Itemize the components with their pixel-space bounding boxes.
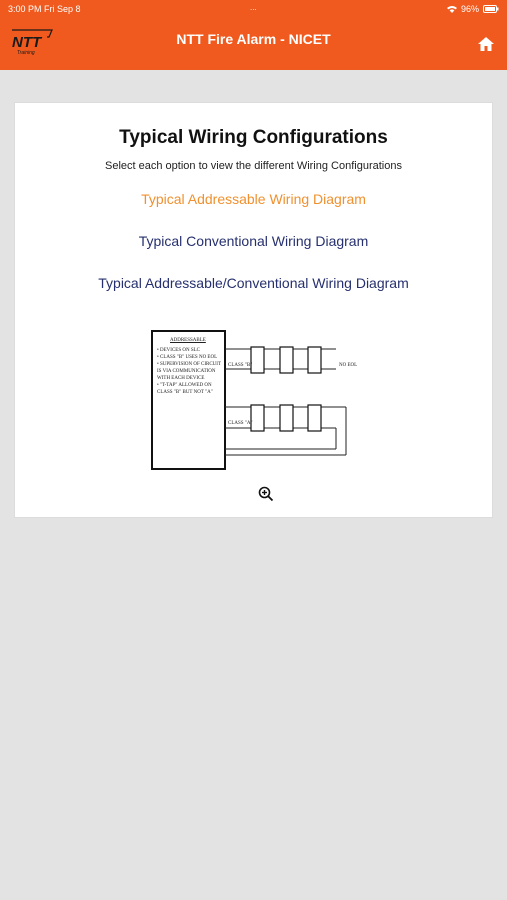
diagram-bullet: • CLASS "B" USES NO EOL bbox=[157, 355, 218, 360]
battery-icon bbox=[483, 5, 499, 13]
zoom-in-icon[interactable] bbox=[258, 486, 274, 502]
battery-percent: 96% bbox=[460, 4, 479, 14]
wiring-diagram-image[interactable] bbox=[148, 327, 368, 473]
no-eol-label: NO EOL bbox=[339, 363, 358, 368]
diagram-bullet: • SUPERVISION OF CIRCUIT bbox=[157, 362, 221, 367]
page-title: NTT Fire Alarm - NICET bbox=[176, 31, 331, 47]
option-addressable-diagram[interactable]: Typical Addressable Wiring Diagram bbox=[141, 191, 366, 207]
card-title: Typical Wiring Configurations bbox=[119, 127, 388, 148]
logo-text: NTT bbox=[12, 34, 42, 51]
home-icon[interactable] bbox=[477, 35, 495, 53]
status-right bbox=[447, 4, 499, 14]
card-subtitle: Select each option to view the different Wiring Configurations bbox=[105, 160, 402, 172]
status-center-dots: ... bbox=[250, 3, 257, 12]
diagram-bullet: • "T-TAP" ALLOWED ON bbox=[157, 383, 212, 388]
option-conventional-diagram[interactable]: Typical Conventional Wiring Diagram bbox=[138, 233, 369, 249]
class-b-label: CLASS "B" bbox=[228, 363, 253, 368]
status-bar bbox=[0, 0, 507, 18]
wifi-icon bbox=[447, 5, 457, 13]
diagram-bullet: • DEVICES ON SLC bbox=[157, 348, 201, 353]
logo-subtext: Training bbox=[17, 50, 35, 56]
wiring-config-card bbox=[14, 102, 493, 518]
nav-bar bbox=[0, 18, 507, 70]
diagram-bullet: IS VIA COMMUNICATION bbox=[157, 369, 216, 374]
diagram-bullet: WITH EACH DEVICE bbox=[157, 376, 205, 381]
status-time-date: 3:00 PM Fri Sep 8 bbox=[8, 4, 81, 14]
diagram-bullet: CLASS "B" BUT NOT "A" bbox=[157, 390, 213, 395]
option-addressable-conventional-diagram[interactable]: Typical Addressable/Conventional Wiring Diagram bbox=[98, 275, 409, 291]
class-a-label: CLASS "A" bbox=[228, 421, 253, 426]
diagram-heading: ADDRESSABLE bbox=[170, 338, 206, 343]
